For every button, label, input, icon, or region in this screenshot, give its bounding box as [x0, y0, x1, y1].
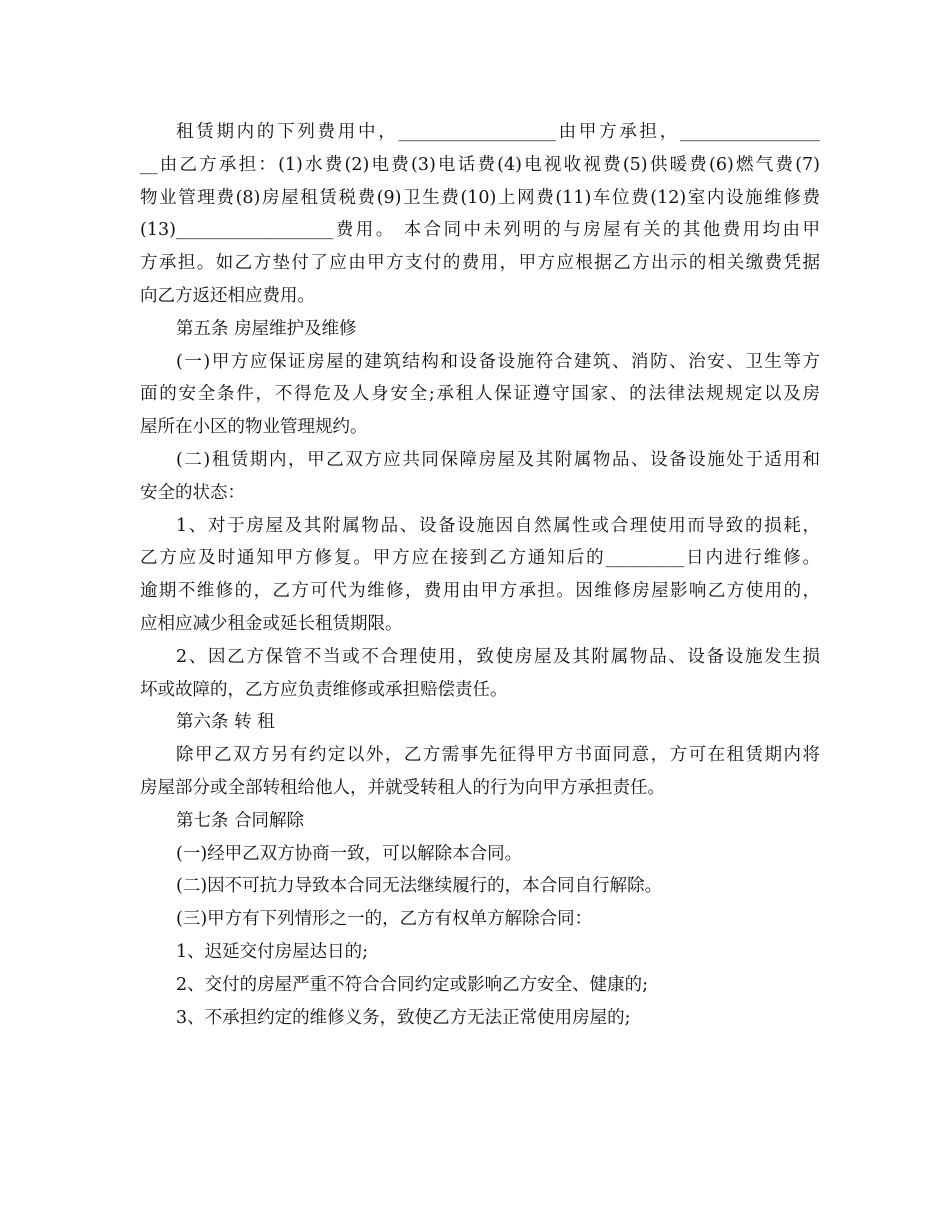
- text-line: (13)__________________费用。 本合同中未列明的与房屋有关的其他费用均由甲: [140, 220, 820, 241]
- text-line: 屋所在小区的物业管理规约。: [140, 417, 368, 438]
- text-line: 乙方应及时通知甲方修复。甲方应在接到乙方通知后的_________日内进行维修。: [140, 548, 820, 569]
- section-heading: 第七条 合同解除: [176, 810, 305, 831]
- text-line: __由乙方承担：(1)水费(2)电费(3)电话费(4)电视收视费(5)供暖费(6)燃气费(7): [140, 154, 820, 175]
- text-line: 1、对于房屋及其附属物品、设备设施因自然属性或合理使用而导致的损耗，: [176, 515, 820, 536]
- text-line: 方承担。如乙方垫付了应由甲方支付的费用，甲方应根据乙方出示的相关缴费凭据: [140, 253, 820, 274]
- section-heading: 第五条 房屋维护及维修: [176, 318, 357, 339]
- text-line: 坏或故障的，乙方应负责维修或承担赔偿责任。: [140, 679, 508, 700]
- text-line: 2、因乙方保管不当或不合理使用，致使房屋及其附属物品、设备设施发生损: [176, 646, 820, 667]
- document-body: [140, 116, 820, 1034]
- text-line: 除甲乙双方另有约定以外，乙方需事先征得甲方书面同意，方可在租赁期内将: [176, 745, 820, 766]
- text-line: 3、不承担约定的维修义务，致使乙方无法正常使用房屋的;: [176, 1007, 631, 1028]
- text-line: 租赁期内的下列费用中，__________________由甲方承担，________________: [176, 122, 820, 142]
- text-line: 物业管理费(8)房屋租赁税费(9)卫生费(10)上网费(11)车位费(12)室内设施维修费: [140, 187, 820, 208]
- text-line: 面的安全条件，不得危及人身安全;承租人保证遵守国家、的法律法规规定以及房: [140, 384, 820, 405]
- text-line: (二)租赁期内，甲乙双方应共同保障房屋及其附属物品、设备设施处于适用和: [176, 449, 820, 470]
- text-line: 向乙方返还相应费用。: [140, 285, 315, 306]
- text-line: 逾期不维修的，乙方可代为维修，费用由甲方承担。因维修房屋影响乙方使用的，: [140, 581, 820, 602]
- text-line: 安全的状态：: [140, 482, 245, 503]
- text-line: 1、迟延交付房屋达日的;: [176, 941, 369, 962]
- text-line: (一)经甲乙双方协商一致，可以解除本合同。: [176, 843, 523, 864]
- text-line: 房屋部分或全部转租给他人，并就受转租人的行为向甲方承担责任。: [140, 777, 665, 798]
- text-line: 2、交付的房屋严重不符合合同约定或影响乙方安全、健康的;: [176, 974, 649, 995]
- text-line: (二)因不可抗力导致本合同无法继续履行的，本合同自行解除。: [176, 876, 663, 897]
- text-line: (一)甲方应保证房屋的建筑结构和设备设施符合建筑、消防、治安、卫生等方: [176, 351, 820, 372]
- section-heading: 第六条 转 租: [176, 712, 275, 733]
- text-line: 应相应减少租金或延长租赁期限。: [140, 613, 403, 634]
- text-line: (三)甲方有下列情形之一的，乙方有权单方解除合同：: [176, 909, 593, 930]
